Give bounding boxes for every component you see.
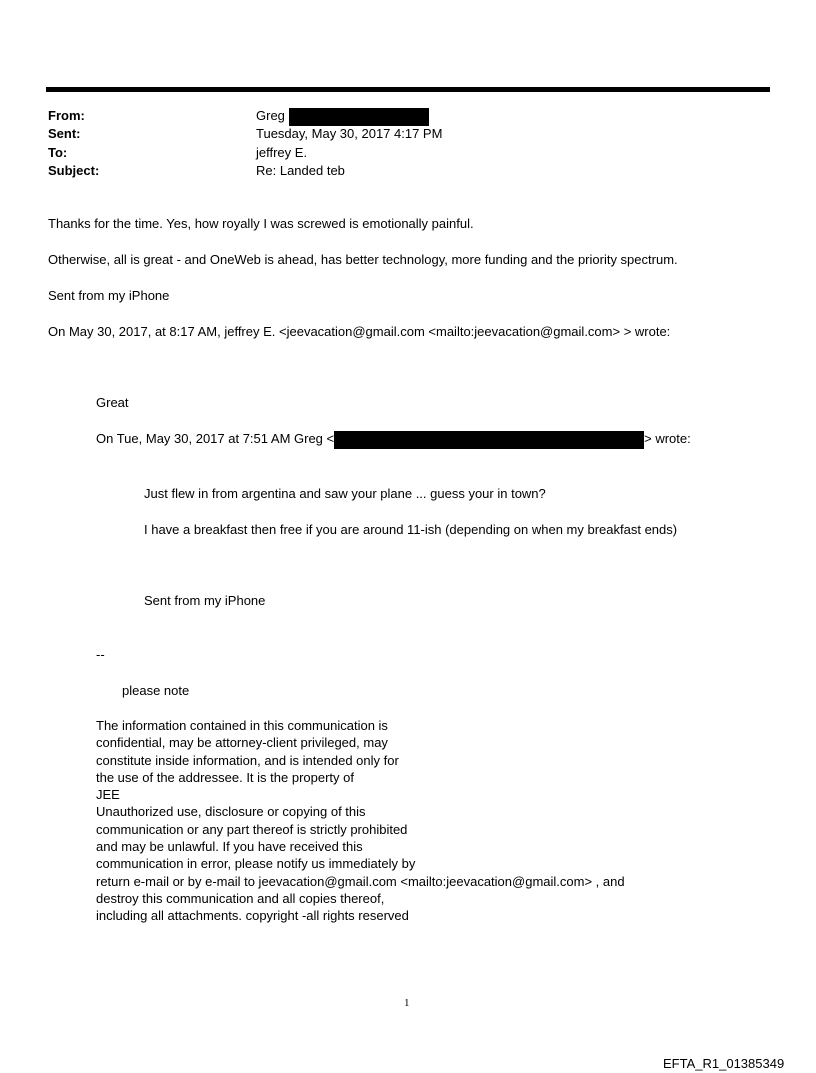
disclaimer-line: the use of the addressee. It is the property of: [96, 769, 354, 785]
attribution-open: <: [326, 431, 335, 446]
disclaimer-line: JEE: [96, 787, 120, 803]
disclaimer-line: including all attachments. copyright -all rights reserved: [96, 908, 409, 924]
please-note: please note: [122, 683, 190, 698]
disclaimer-line: The information contained in this communication is: [96, 718, 388, 733]
signature-separator: --: [96, 647, 105, 662]
subject-label: Subject:: [48, 163, 100, 178]
quoted-signature: Sent from my iPhone: [144, 593, 266, 608]
page-number: 1: [404, 997, 410, 1009]
body-paragraph-2: Otherwise, all is great - and OneWeb is ahead, has better technology, more funding and the priority spectrum.: [48, 252, 678, 267]
disclaimer-line: confidential, may be attorney-client privileged, may: [96, 735, 388, 751]
quoted-line-1: Just flew in from argentina and saw your plane ... guess your in town?: [144, 486, 546, 501]
disclaimer-line: communication in error, please notify us immediately by: [96, 856, 416, 872]
to-label: To:: [48, 145, 68, 160]
disclaimer-line: communication or any part thereof is strictly prohibited: [96, 821, 408, 837]
quote-attribution-1: On May 30, 2017, at 8:17 AM, jeffrey E. <jeevacation@gmail.com <mailto:jeevacation@gmail.com> > wrote:: [48, 324, 671, 339]
disclaimer-line: Unauthorized use, disclosure or copying of this: [96, 804, 366, 820]
from-value: [256, 107, 429, 126]
disclaimer-line: constitute inside information, and is intended only for: [96, 752, 399, 768]
sent-label: Sent:: [48, 126, 81, 141]
disclaimer-line: return e-mail or by e-mail to jeevacation@gmail.com <mailto:jeevacation@gmail.com> , and: [96, 873, 625, 889]
attribution-suffix: > wrote:: [644, 431, 691, 446]
sent-value: Tuesday, May 30, 2017 4:17 PM: [256, 126, 443, 141]
quoted-line-2: I have a breakfast then free if you are around 11-ish (depending on when my breakfast ends): [144, 522, 678, 537]
header-rule: [46, 87, 770, 92]
redaction-block: [334, 431, 644, 449]
to-value: jeffrey E.: [256, 145, 308, 160]
quote-attribution-2: [96, 430, 691, 449]
disclaimer-line: and may be unlawful. If you have received this: [96, 839, 363, 855]
from-name: Greg: [256, 108, 285, 123]
disclaimer-block: [96, 717, 625, 925]
from-label: From:: [48, 108, 85, 123]
redaction-block: [289, 108, 429, 126]
body-signature: Sent from my iPhone: [48, 288, 170, 303]
document-id-footer: EFTA_R1_01385349: [663, 1056, 785, 1071]
attribution-prefix: On Tue, May 30, 2017 at 7:51 AM Greg: [96, 431, 323, 446]
disclaimer-line: destroy this communication and all copies thereof,: [96, 890, 385, 906]
body-paragraph-1: Thanks for the time. Yes, how royally I was screwed is emotionally painful.: [48, 216, 474, 231]
subject-value: Re: Landed teb: [256, 163, 345, 178]
quoted-text-great: Great: [96, 395, 129, 410]
